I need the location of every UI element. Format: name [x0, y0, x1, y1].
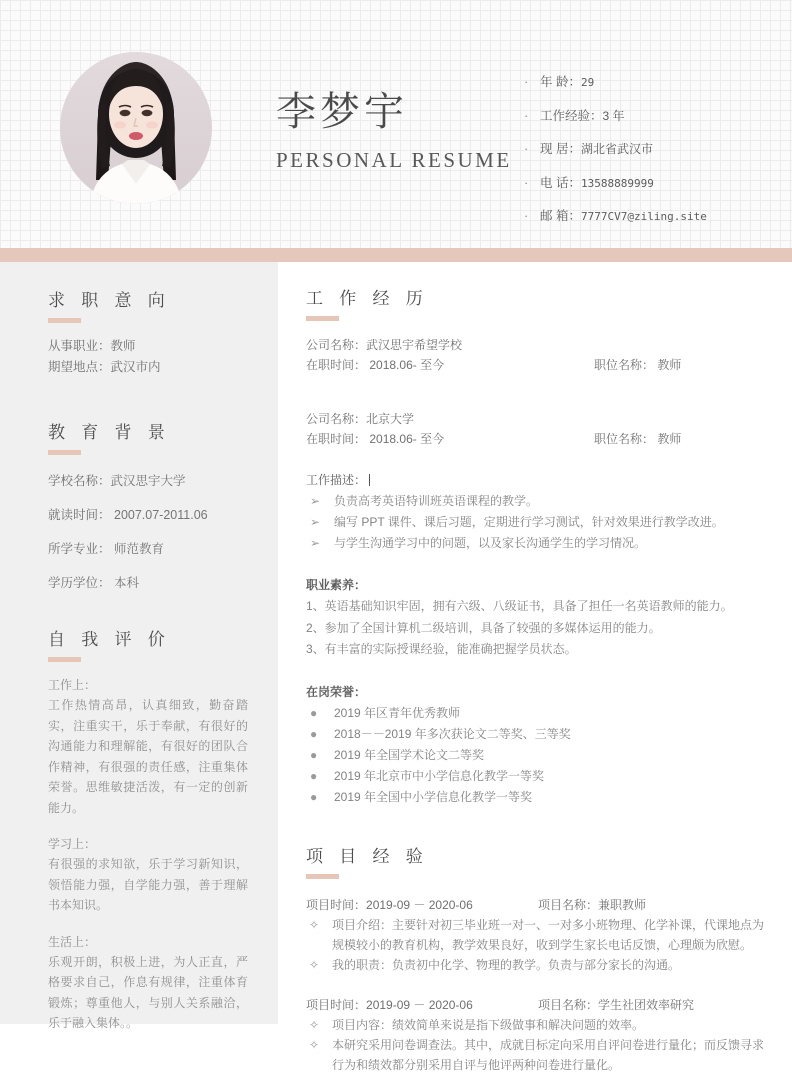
contact-label: 邮 箱： [540, 209, 581, 223]
project-time-cell [306, 995, 538, 1015]
field-value: 本科 [114, 576, 140, 590]
work-description-bullet [306, 533, 764, 554]
project-name-cell [538, 995, 764, 1015]
contact-value: 湖北省武汉市 [580, 142, 653, 156]
field-value: 2007.07-2011.06 [114, 508, 208, 522]
field-label: 公司名称： [306, 412, 367, 426]
bullet-text: 2019 年全国学术论文二等奖 [334, 747, 485, 762]
contact-item-phone[interactable] [524, 173, 707, 191]
diamond-bullet-icon: ✧ [309, 1037, 320, 1052]
resume-subtitle: PERSONAL RESUME [276, 148, 512, 172]
work-period-position [306, 355, 764, 375]
bullet-text: 负责高考英语特训班英语课程的教学。 [334, 494, 539, 508]
diamond-bullet-icon: ✧ [309, 917, 320, 932]
section-title: 教 育 背 景 [48, 423, 171, 442]
sidebar [0, 262, 278, 1030]
honor-item [306, 703, 764, 724]
work-period-cell [306, 429, 594, 449]
section-underline [306, 316, 339, 321]
section-work-experience [306, 284, 764, 808]
bullet-text: 2018－－2019 年多次获论文二等奖、三等奖 [334, 726, 571, 741]
evaluation-group-head: 学习上： [48, 837, 97, 851]
project-bullet [306, 1035, 764, 1055]
field-label: 学历学位： [48, 576, 111, 590]
evaluation-group-head: 生活上： [48, 934, 97, 949]
dot-bullet-icon: ● [310, 726, 318, 741]
text-cursor [369, 474, 370, 486]
field-value: 兼职教师 [598, 897, 647, 912]
diamond-bullet-icon: ✧ [309, 1017, 320, 1032]
work-company [306, 409, 764, 429]
evaluation-group-body: 工作热情高昂，认真细致，勤奋踏实，注重实干，乐于奉献，有很好的沟通能力和理解能，有很好的团队合作精神，有很强的责任感，注重集体荣誉。思维敏捷活泼，有一定的创新能力。 [48, 698, 248, 815]
project-bullet [306, 915, 764, 935]
contact-value: 3 年 [602, 108, 625, 123]
evaluation-group-head: 工作上： [48, 678, 97, 692]
field-value: 2019-09 － 2020-06 [366, 997, 473, 1012]
honors-head: 在岗荣誉： [306, 684, 367, 699]
work-position-cell [594, 429, 764, 449]
bullet-dot-icon: · [524, 208, 529, 223]
work-position-cell [594, 355, 764, 375]
work-period-cell [306, 355, 594, 375]
field-label: 就读时间： [48, 508, 111, 522]
professional-quality-head: 职业素养： [306, 578, 367, 592]
project-time-cell [306, 895, 538, 915]
name-block [276, 90, 512, 173]
contact-label: 现 居： [540, 142, 581, 156]
quality-item: 2、参加了全国计算机二级培训，具备了较强的多媒体运用的能力。 [306, 620, 661, 635]
field-value: 北京大学 [366, 412, 415, 426]
field-value: 武汉思宇希望学校 [366, 338, 463, 352]
work-company [306, 335, 764, 355]
contact-label: 年 龄： [540, 75, 581, 89]
contact-value: 29 [580, 76, 595, 89]
dot-bullet-icon: ● [310, 747, 318, 762]
field-value: 教师 [657, 432, 682, 446]
bullet-dot-icon: · [524, 174, 529, 190]
project-meta [306, 895, 764, 915]
bullet-text: 编写 PPT 课件、课后习题，定期进行学习测试，针对效果进行教学改进。 [334, 515, 724, 529]
field-value: 学生社团效率研究 [598, 997, 695, 1012]
section-education [48, 418, 248, 591]
field-label: 职位名称： [594, 358, 655, 372]
bullet-dot-icon: · [524, 74, 529, 89]
education-period [48, 505, 248, 523]
field-label: 在职时间： [306, 358, 367, 372]
resume-body [0, 262, 792, 1072]
bullet-text: 项目介绍：主要针对初三毕业班一对一、一对多小班物理、化学补课，代课地点为 [332, 917, 765, 932]
education-major [48, 539, 248, 557]
field-label: 项目名称： [538, 997, 599, 1012]
field-label: 所学专业： [48, 542, 111, 556]
project-bullet [306, 1015, 764, 1035]
quality-item: 3、有丰富的实际授课经验，能准确把握学员状态。 [306, 642, 577, 656]
contact-label: 工作经验： [540, 108, 603, 123]
section-self-evaluation [48, 625, 248, 1034]
accent-divider-bar [0, 248, 792, 262]
field-label: 项目时间： [306, 997, 367, 1012]
bullet-text: 2019 年北京市中小学信息化教学一等奖 [334, 768, 545, 783]
page-title: 李梦宇 [276, 89, 408, 134]
arrow-bullet-icon: ➢ [310, 515, 321, 529]
bullet-text: 2019 年全国中小学信息化教学一等奖 [334, 789, 533, 804]
field-label: 在职时间： [306, 432, 367, 446]
honor-item [306, 766, 764, 787]
bullet-continuation: 规模较小的教育机构，教学效果良好，收到学生家长电话反馈，心理颇为欣慰。 [332, 937, 753, 952]
job-intent-location: 期望地点：武汉市内 [48, 360, 161, 374]
bullet-text: 本研究采用问卷调查法。其中，成就目标定向采用自评问卷进行量化；而反馈寻求 [332, 1037, 765, 1052]
dot-bullet-icon: ● [310, 705, 318, 720]
bullet-text: 与学生沟通学习中的问题，以及家长沟通学生的学习情况。 [334, 536, 647, 550]
field-label: 公司名称： [306, 338, 367, 352]
quality-item: 1、英语基础知识牢固，拥有六级、八级证书，具备了担任一名英语教师的能力。 [306, 599, 733, 613]
bullet-text: 2019 年区青年优秀教师 [334, 705, 461, 720]
project-meta [306, 995, 764, 1015]
contact-item-experience [524, 106, 707, 124]
contact-value: 13588889999 [580, 176, 654, 190]
section-title: 项 目 经 验 [306, 846, 429, 866]
dot-bullet-icon: ● [310, 768, 318, 783]
contact-list [524, 72, 707, 240]
section-job-intent [48, 286, 248, 378]
section-underline [48, 450, 81, 455]
field-value: 2018.06- 至今 [369, 358, 445, 372]
field-label: 职位名称： [594, 432, 655, 446]
job-intent-occupation: 从事职业：教师 [48, 339, 136, 353]
diamond-bullet-icon: ✧ [309, 957, 320, 972]
education-school [48, 471, 248, 489]
contact-label: 电 话： [540, 175, 581, 190]
section-title: 工 作 经 历 [306, 289, 429, 308]
arrow-bullet-icon: ➢ [310, 536, 321, 550]
evaluation-group-body: 乐观开朗，积极上进，为人正直，严格要求自己，作息有规律，注重体育锻炼；尊重他人，与别人关系融洽，乐于融入集体。。 [48, 954, 248, 1030]
honor-item [306, 724, 764, 745]
profile-photo-icon [60, 52, 212, 204]
field-value: 2018.06- 至今 [369, 432, 445, 446]
honor-item [306, 787, 764, 808]
work-description-bullet [306, 491, 764, 512]
work-item [306, 409, 764, 449]
field-label: 项目时间： [306, 897, 367, 912]
honor-item [306, 745, 764, 766]
field-value: 武汉思宇大学 [110, 474, 186, 488]
contact-item-email[interactable] [524, 206, 707, 224]
contact-item-location [524, 139, 707, 157]
project-bullet [306, 955, 764, 975]
field-value: 2019-09 － 2020-06 [366, 897, 473, 912]
bullet-continuation: 行为和绩效都分别采用自评与他评两种问卷进行量化。 [332, 1057, 621, 1072]
section-title: 求 职 意 向 [48, 291, 171, 310]
work-description-bullet [306, 512, 764, 533]
bullet-dot-icon: · [524, 141, 529, 156]
avatar [60, 52, 212, 204]
bullet-dot-icon: · [524, 107, 529, 123]
field-label: 项目名称： [538, 897, 599, 912]
work-item [306, 335, 764, 375]
contact-value: 7777CV7@ziling.site [580, 210, 707, 223]
section-project-experience [306, 842, 764, 1075]
project-item [306, 995, 764, 1075]
project-item [306, 895, 764, 975]
project-name-cell [538, 895, 764, 915]
field-label: 学校名称： [48, 474, 111, 488]
dot-bullet-icon: ● [310, 789, 318, 804]
bullet-text: 项目内容：绩效简单来说是指下级做事和解决问题的效率。 [332, 1017, 645, 1032]
main-content [278, 262, 792, 1072]
section-title: 自 我 评 价 [48, 630, 171, 649]
education-degree [48, 573, 248, 591]
evaluation-group-body: 有很强的求知欲，乐于学习新知识，领悟能力强，自学能力强，善于理解书本知识。 [48, 857, 248, 912]
resume-header [0, 0, 792, 248]
work-description-head [306, 469, 764, 491]
field-value: 教师 [657, 358, 682, 372]
work-period-position [306, 429, 764, 449]
contact-item-age [524, 72, 707, 90]
work-description-label: 工作描述： [306, 473, 367, 487]
bullet-text: 我的职责：负责初中化学、物理的教学。负责与部分家长的沟通。 [332, 957, 681, 972]
arrow-bullet-icon: ➢ [310, 494, 321, 508]
field-value: 师范教育 [114, 542, 165, 556]
